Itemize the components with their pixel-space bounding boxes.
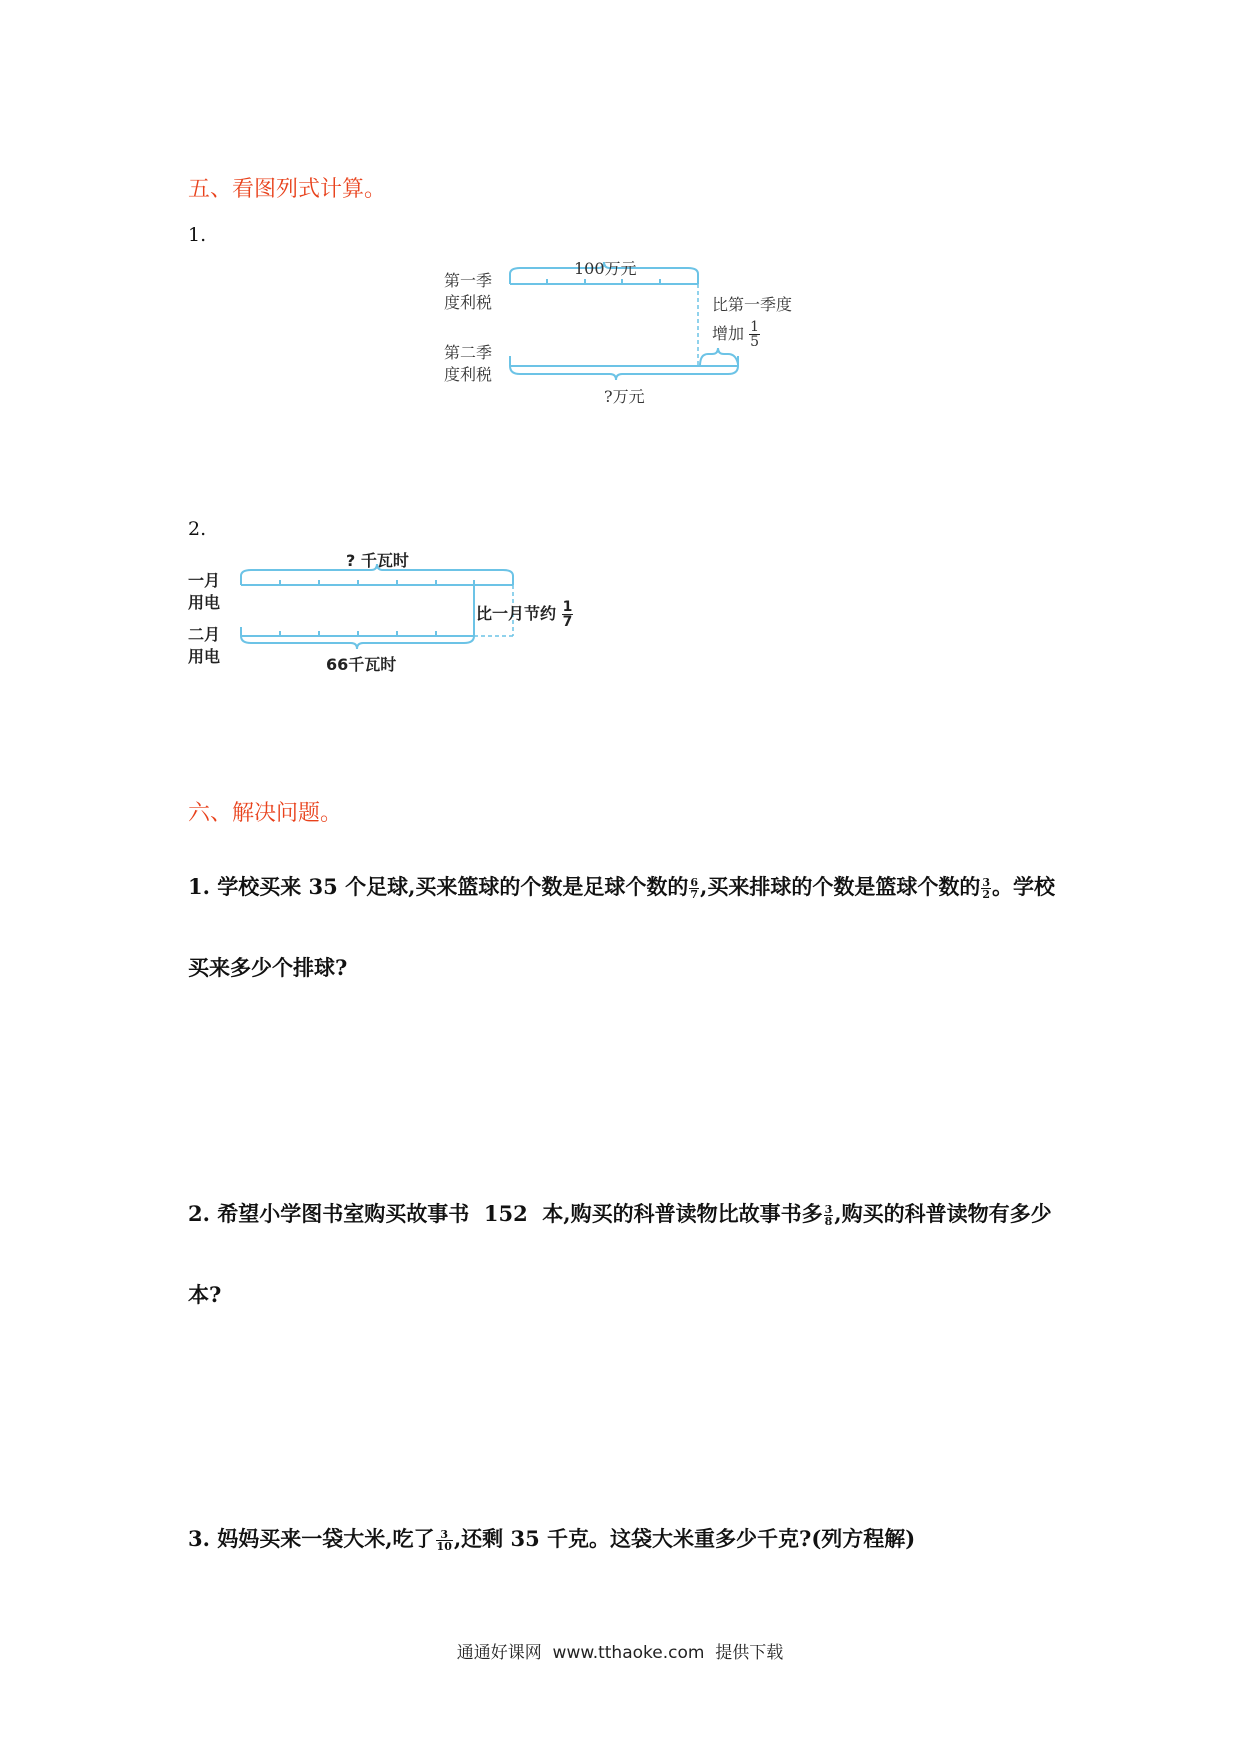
q2-fraction: $\frac{1}{7}$ [562, 599, 573, 630]
footer-text: 通通好课网 www.tthaoke.com 提供下载 [456, 1643, 784, 1663]
q1-compare-line1: 比第一季度 [712, 295, 793, 314]
q1-top-value: 100万元 [574, 259, 637, 278]
q1-label-season1-line1: 第一季 [444, 271, 493, 290]
q2-top-value: ? 千瓦时 [346, 551, 409, 570]
q1-bottom-value: ?万元 [604, 387, 645, 406]
section-6-title: 六、解决问题。 [188, 801, 343, 826]
q2-label-feb-line1: 二月 [188, 625, 221, 644]
question-1-number: 1. [188, 224, 207, 246]
problem-3-fraction: $\frac{3}{10}$ [436, 1528, 452, 1553]
problem-1-fraction-2: $\frac{3}{2}$ [982, 876, 991, 901]
problem-2-fraction: $\frac{3}{8}$ [824, 1203, 833, 1228]
q2-bottom-brace [241, 636, 474, 649]
q2-label-jan-line2: 用电 [188, 593, 221, 612]
problem-2-line2: 本? [188, 1282, 222, 1307]
q2-label-feb-line2: 用电 [188, 647, 221, 666]
section-5-title: 五、看图列式计算。 [188, 177, 387, 202]
q2-bottom-value: 66千瓦时 [326, 655, 397, 674]
q1-fraction: $\frac{1}{5}$ [750, 319, 760, 350]
problem-3-line1: 3. 妈妈买来一袋大米,吃了 $\frac{3}{10}$ ,还剩 35 千克。这袋大米重多少千克?(列方程解) [188, 1526, 916, 1553]
problem-2-line1: 2. 希望小学图书室购买故事书 152 本,购买的科普读物比故事书多 $\frac{3}{8}$ ,购买的科普读物有多少 [188, 1201, 1052, 1228]
q2-label-jan-line1: 一月 [188, 571, 221, 590]
problem-1-fraction-1: $\frac{6}{7}$ [690, 876, 699, 901]
q1-label-season2-line1: 第二季 [444, 343, 493, 362]
q1-compare-line2: 增加 $\frac{1}{5}$ [712, 319, 760, 350]
problem-1-line2: 买来多少个排球? [188, 955, 348, 980]
q1-label-season2-line2: 度利税 [444, 365, 493, 384]
question-2-number: 2. [188, 518, 207, 540]
problem-1-line1: 1. 学校买来 35 个足球,买来篮球的个数是足球个数的 $\frac{6}{7}$ ,买来排球的个数是篮球个数的 $\frac{3}{2}$ 。学校 [188, 874, 1056, 901]
q2-compare: 比一月节约 $\frac{1}{7}$ [476, 599, 573, 630]
q1-label-season1-line2: 度利税 [444, 293, 493, 312]
